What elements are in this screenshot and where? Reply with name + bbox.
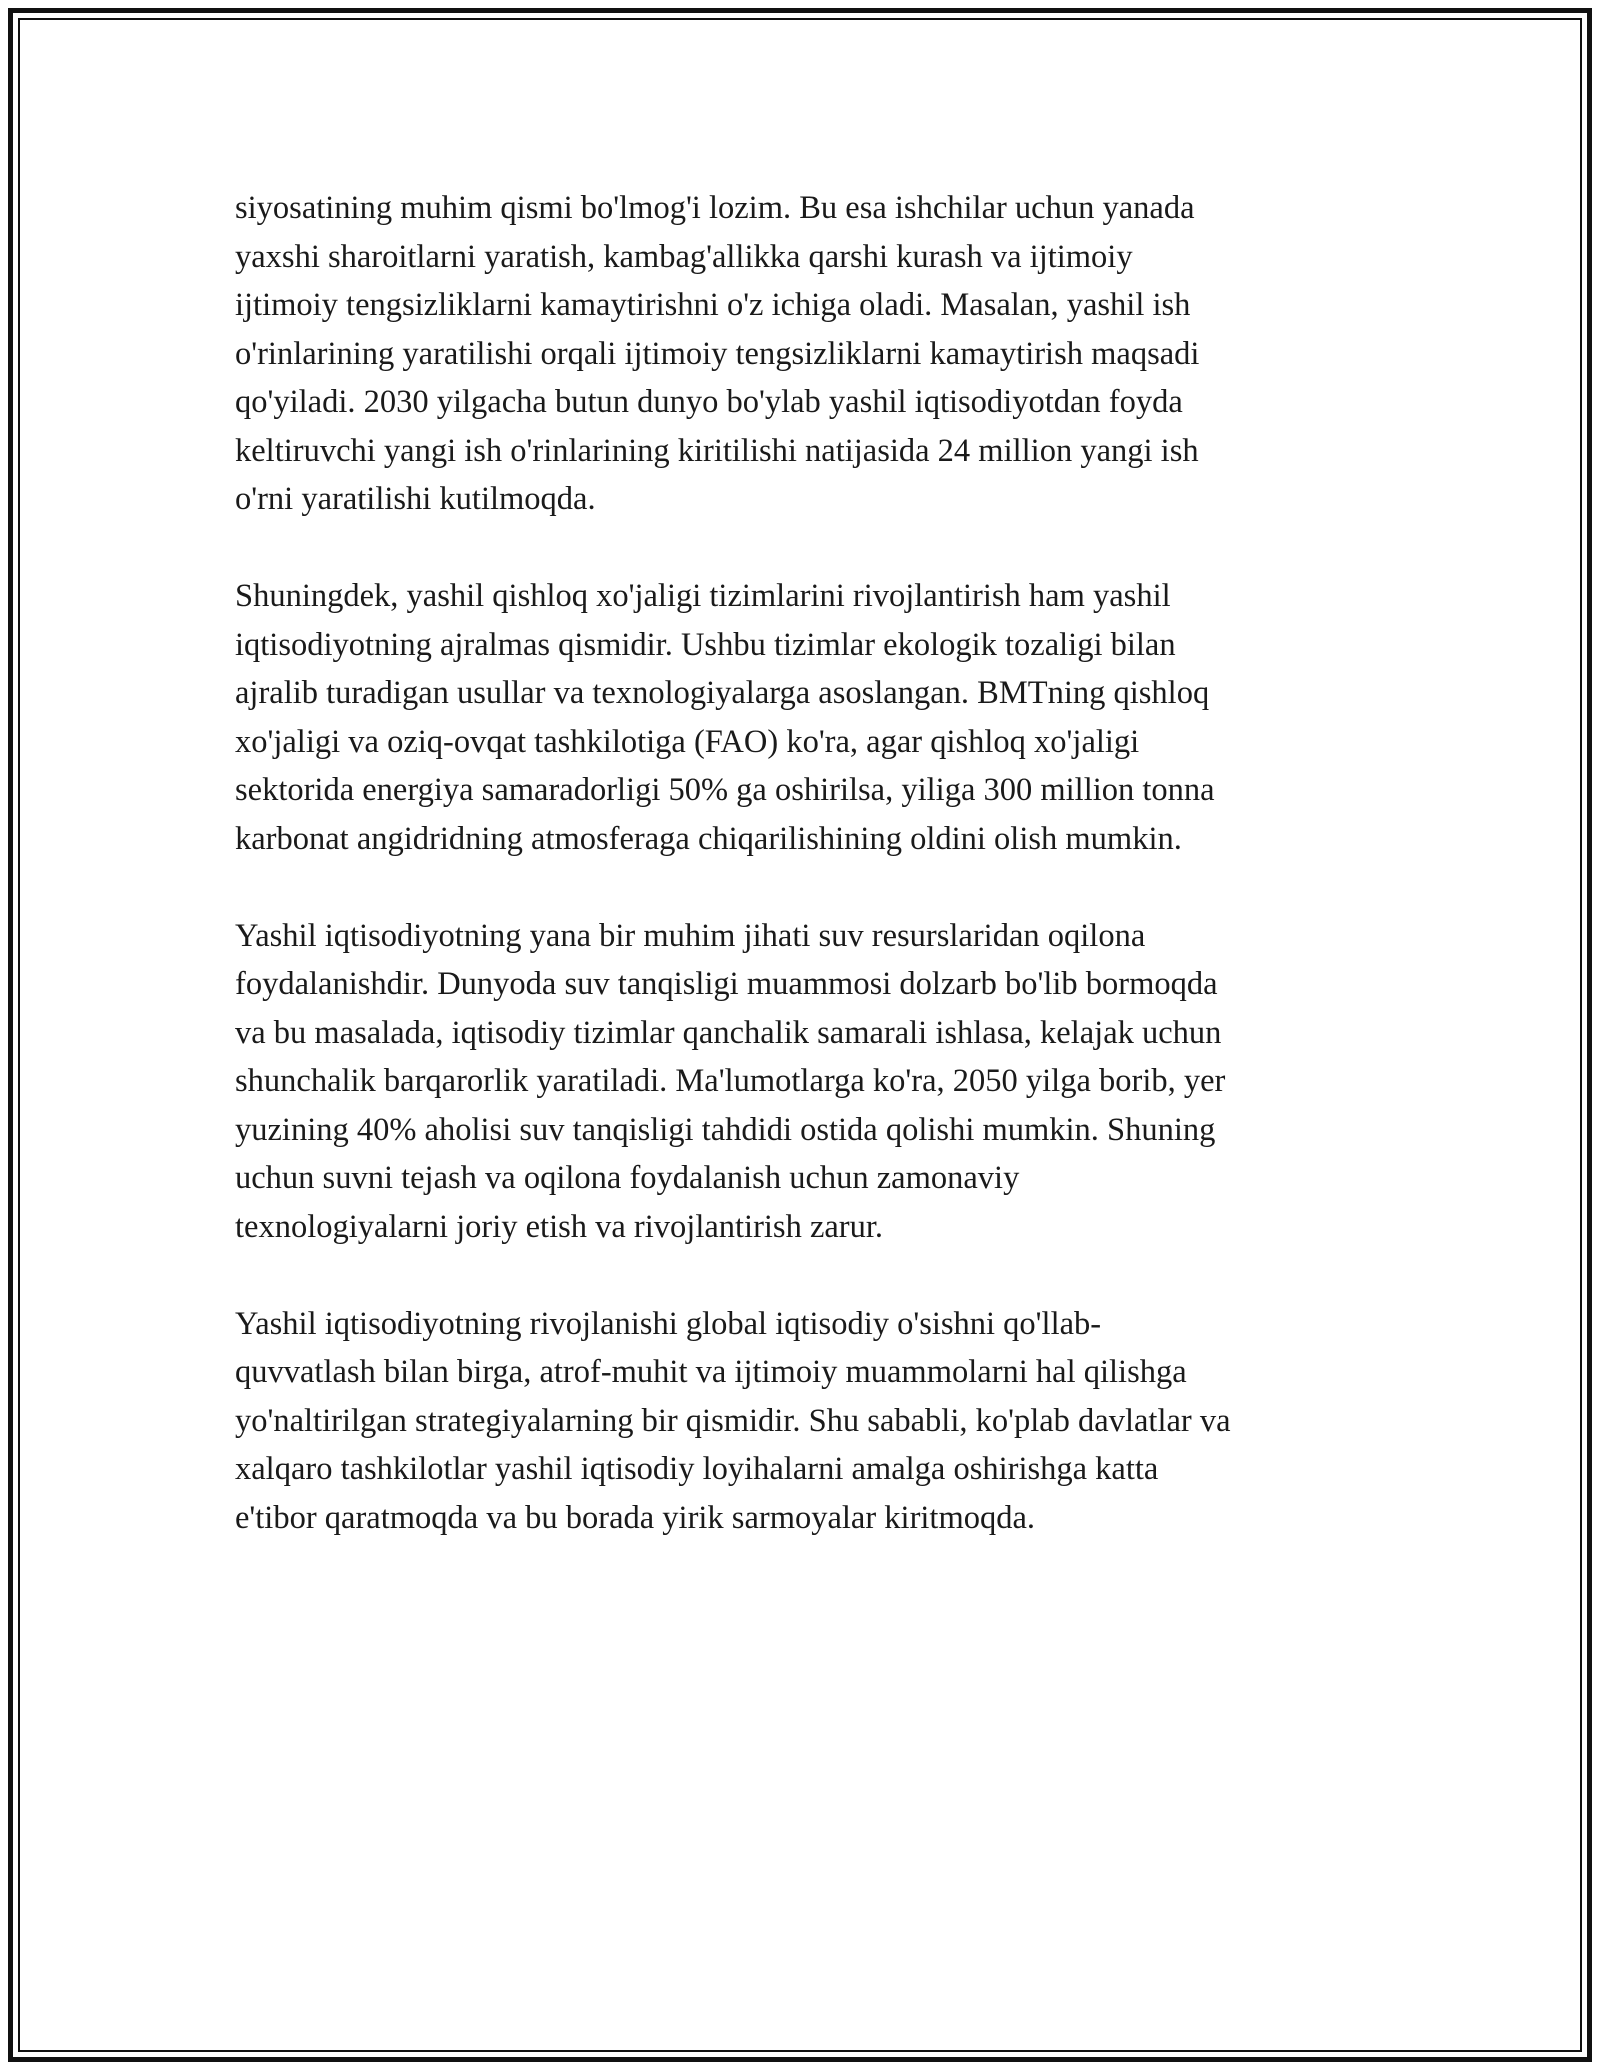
text-line: shunchalik barqarorlik yaratiladi. Ma'lumotlarga ko'ra, 2050 yilga borib, yer — [235, 1063, 1226, 1099]
text-line: siyosatining muhim qismi bo'lmog'i lozim. Bu esa ishchilar uchun yanada — [235, 190, 1195, 226]
text-line: qo'yiladi. 2030 yilgacha butun dunyo bo'ylab yashil iqtisodiyotdan foyda — [235, 384, 1183, 420]
text-line: ijtimoiy tengsizliklarni kamaytirishni o'z ichiga oladi. Masalan, yashil ish — [235, 287, 1191, 323]
text-line: sektorida energiya samaradorligi 50% ga oshirilsa, yiliga 300 million tonna — [235, 772, 1215, 808]
text-line: xo'jaligi va oziq-ovqat tashkilotiga (FAO) ko'ra, agar qishloq xo'jaligi — [235, 723, 1140, 760]
text-line: uchun suvni tejash va oqilona foydalanish uchun zamonaviy — [235, 1160, 1020, 1196]
paragraph-4 — [235, 1300, 1365, 1543]
text-line: Shuningdek, yashil qishloq xo'jaligi tizimlarini rivojlantirish ham yashil — [235, 578, 1171, 614]
text-line: e'tibor qaratmoqda va bu borada yirik sarmoyalar kiritmoqda. — [235, 1499, 1036, 1536]
text-line: keltiruvchi yangi ish o'rinlarining kiritilishi natijasida 24 million yangi ish — [235, 432, 1199, 469]
text-line: yo'naltirilgan strategiyalarning bir qismidir. Shu sababli, ko'plab davlatlar va — [235, 1402, 1231, 1439]
text-line: o'rni yaratilishi kutilmoqda. — [235, 481, 596, 517]
paragraph-2 — [235, 572, 1365, 863]
text-line: va bu masalada, iqtisodiy tizimlar qanchalik samarali ishlasa, kelajak uchun — [235, 1014, 1222, 1051]
document-body — [235, 184, 1365, 1591]
text-line: texnologiyalarni joriy etish va rivojlantirish zarur. — [235, 1208, 884, 1245]
text-line: karbonat angidridning atmosferaga chiqarilishining oldini olish mumkin. — [235, 820, 1182, 857]
paragraph-1 — [235, 184, 1365, 524]
text-line: ajralib turadigan usullar va texnologiyalarga asoslangan. BMTning qishloq — [235, 675, 1210, 711]
text-line: foydalanishdir. Dunyoda suv tanqisligi muammosi dolzarb bo'lib bormoqda — [235, 966, 1218, 1002]
text-line: Yashil iqtisodiyotning rivojlanishi global iqtisodiy o'sishni qo'llab- — [235, 1305, 1102, 1342]
paragraph-3 — [235, 912, 1365, 1252]
text-line: Yashil iqtisodiyotning yana bir muhim jihati suv resurslaridan oqilona — [235, 917, 1146, 954]
text-line: xalqaro tashkilotlar yashil iqtisodiy loyihalarni amalga oshirishga katta — [235, 1451, 1159, 1487]
text-line: o'rinlarining yaratilishi orqali ijtimoiy tengsizliklarni kamaytirish maqsadi — [235, 335, 1200, 372]
text-line: quvvatlash bilan birga, atrof-muhit va ijtimoiy muammolarni hal qilishga — [235, 1354, 1187, 1390]
text-line: yuzining 40% aholisi suv tanqisligi tahdidi ostida qolishi mumkin. Shuning — [235, 1111, 1216, 1148]
text-line: yaxshi sharoitlarni yaratish, kambag'allikka qarshi kurash va ijtimoiy — [235, 238, 1133, 275]
text-line: iqtisodiyotning ajralmas qismidir. Ushbu tizimlar ekologik tozaligi bilan — [235, 626, 1176, 663]
